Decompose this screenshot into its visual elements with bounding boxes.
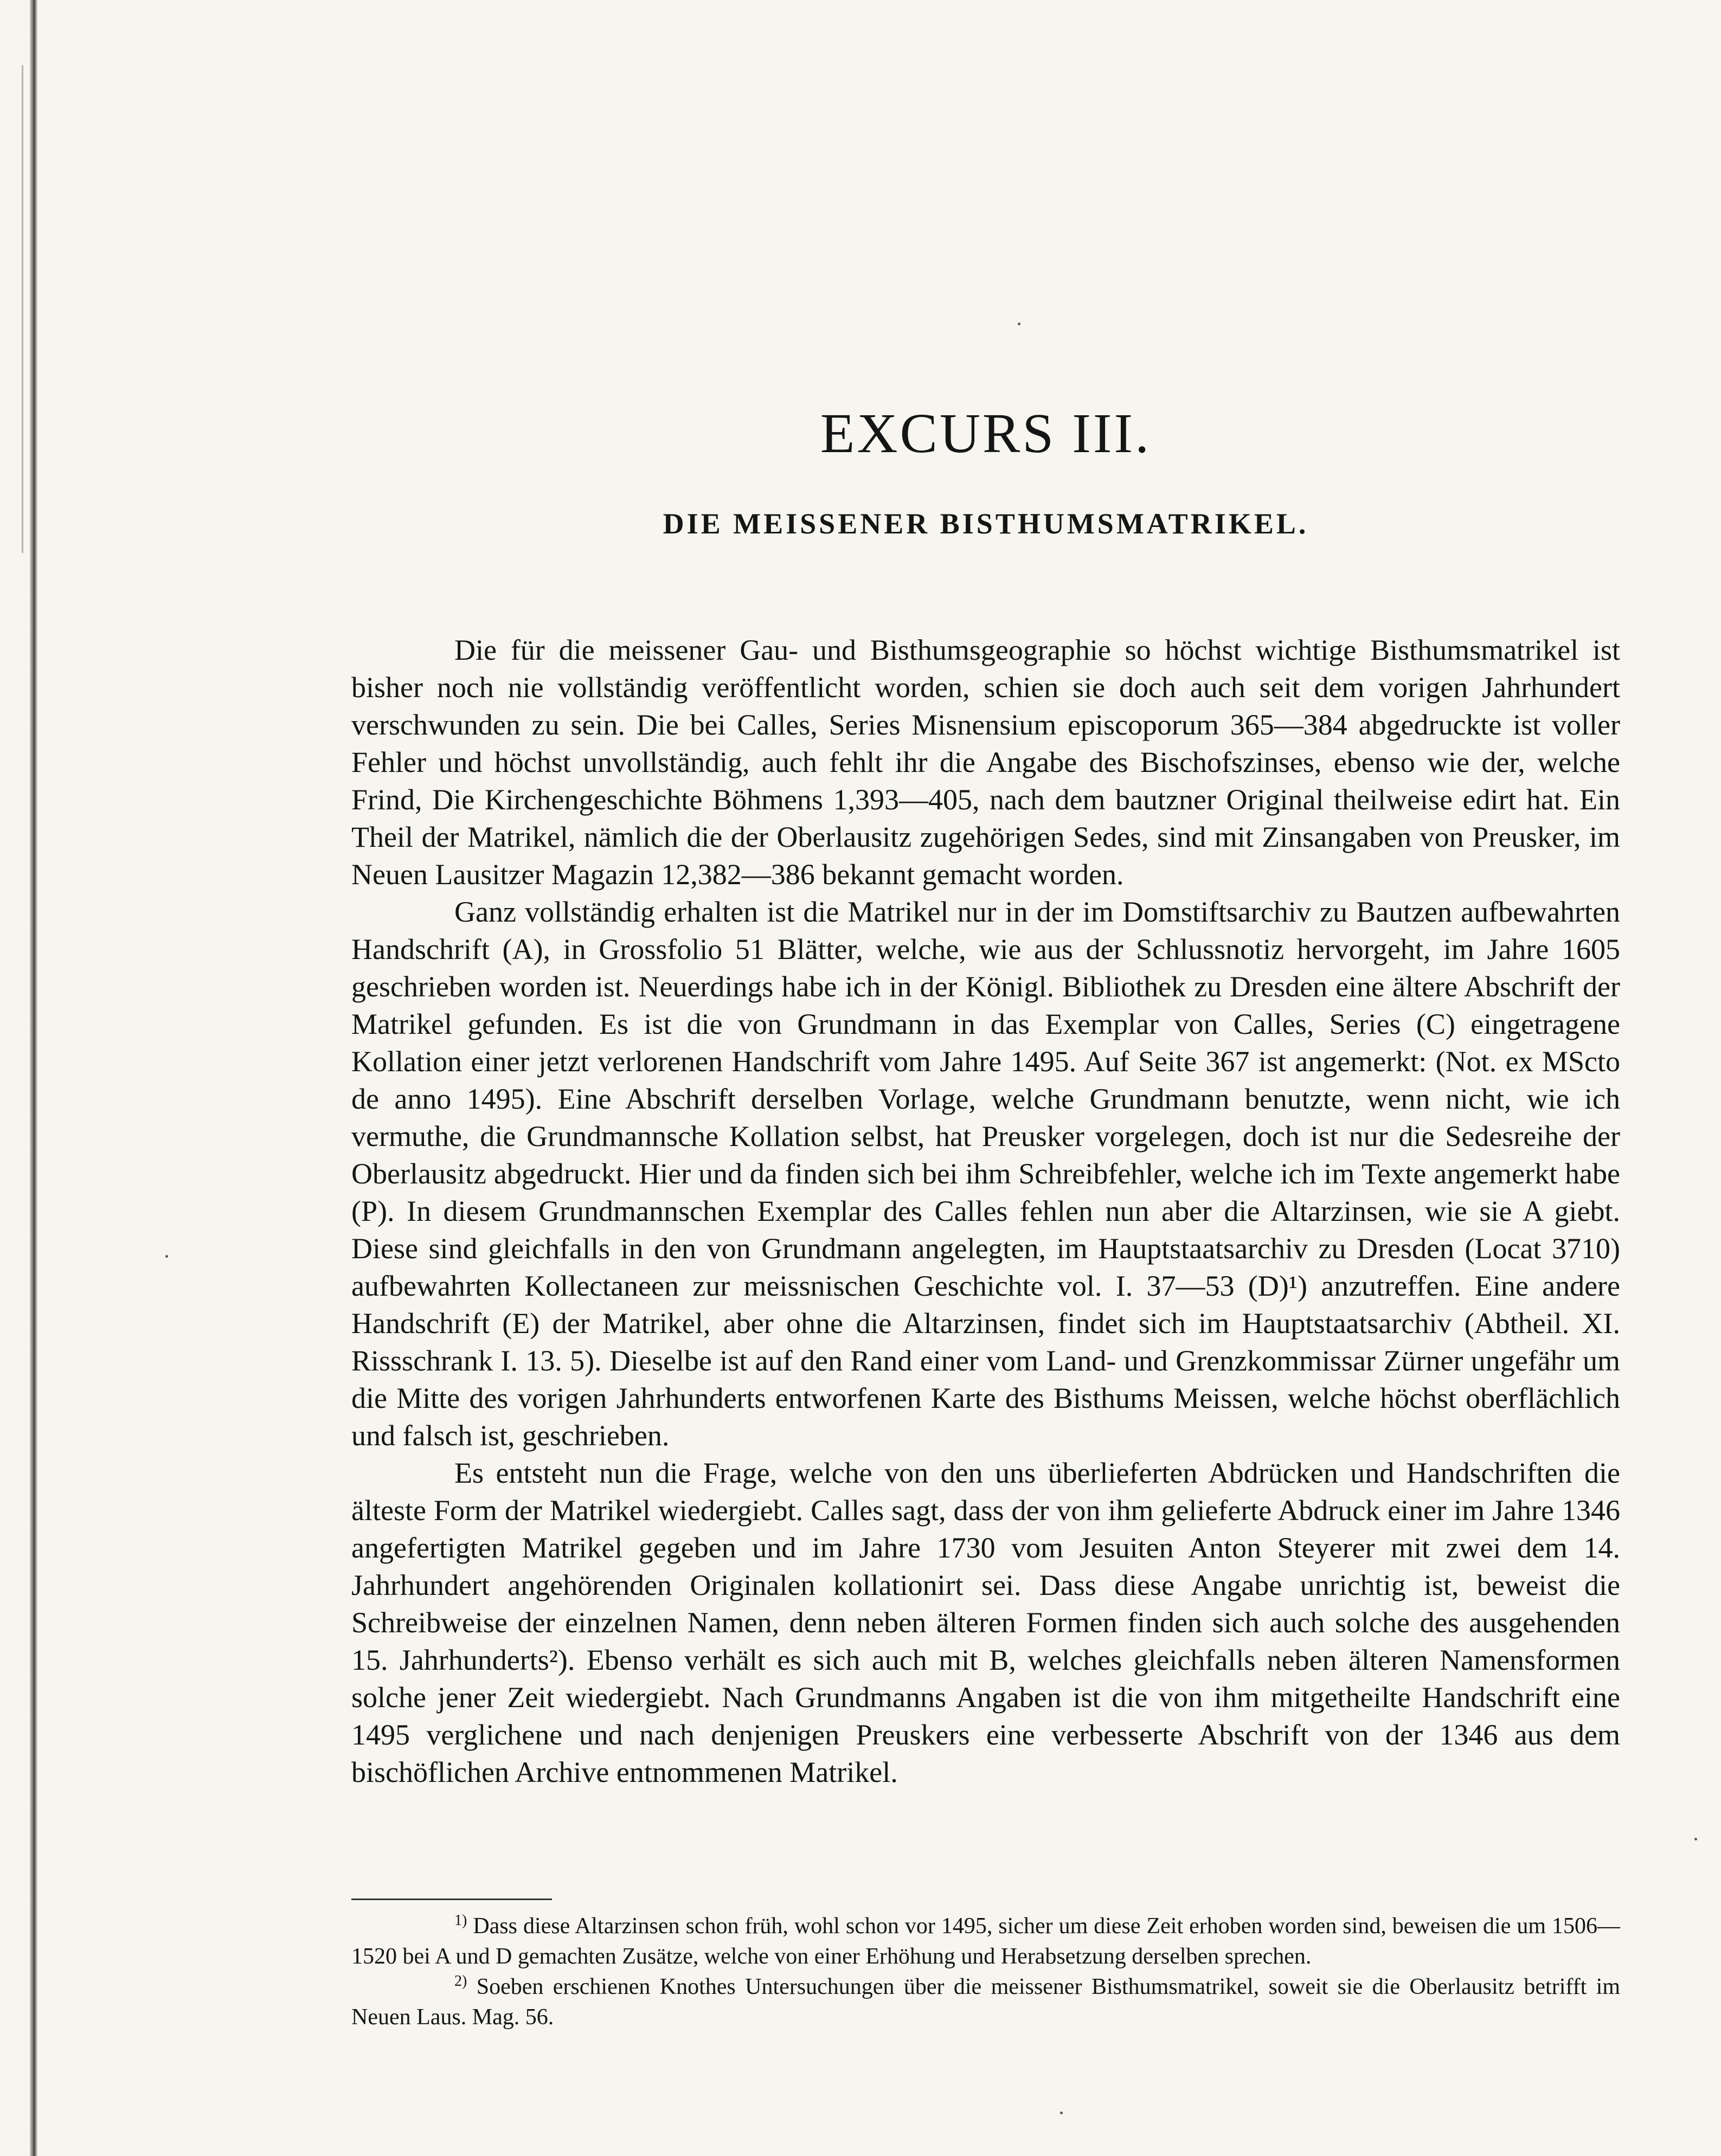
binding-shadow (30, 0, 37, 2156)
scan-speck (1018, 323, 1020, 325)
paragraph: Es entsteht nun die Frage, welche von den uns überlieferten Abdrücken und Handschriften die älteste Form der Matrikel wiedergiebt. Calles sagt, dass der von ihm gelieferte Abdruck einer im Jahre 1346 angefertigten Matrikel gegeben und im Jahre 1730 vom Jesuiten Anton Steyerer mit zwei dem 14. Jahrhundert angehörenden Originalen kollationirt sei. Dass diese Angabe unrichtig ist, beweist die Schreibweise der einzelnen Namen, denn neben älteren Formen finden sich auch solche des ausgehenden 15. Jahrhunderts²). Ebenso verhält es sich auch mit B, welches gleichfalls neben älteren Namensformen solche jener Zeit wiedergiebt. Nach Grundmanns Angaben ist die von ihm mitgetheilte Handschrift eine 1495 verglichene und nach denjenigen Preuskers eine verbesserte Abschrift von der 1346 aus dem bischöflichen Archive entnommenen Matrikel. (351, 1457, 1620, 1788)
footnotes (351, 1911, 1620, 2032)
paragraph: Ganz vollständig erhalten ist die Matrikel nur in der im Domstiftsarchiv zu Bautzen aufbewahrten Handschrift (A), in Grossfolio 51 Blätter, welche, wie aus der Schlussnotiz hervorgeht, im Jahre 1605 geschrieben worden ist. Neuerdings habe ich in der Königl. Bibliothek zu Dresden eine ältere Abschrift der Matrikel gefunden. Es ist die von Grundmann in das Exemplar von Calles, Series (C) eingetragene Kollation einer jetzt verlorenen Handschrift vom Jahre 1495. Auf Seite 367 ist angemerkt: (Not. ex MScto de anno 1495). Eine Abschrift derselben Vorlage, welche Grundmann benutzte, wenn nicht, wie ich vermuthe, die Grundmannsche Kollation selbst, hat Preusker vorgelegen, doch ist nur die Sedesreihe der Oberlausitz abgedruckt. Hier und da finden sich bei ihm Schreibfehler, welche ich im Texte angemerkt habe (P). In diesem Grundmannschen Exemplar des Calles fehlen nun aber die Altarzinsen, wie sie A giebt. Diese sind gleichfalls in den von Grundmann angelegten, im Hauptstaatsarchiv zu Dresden (Locat 3710) aufbewahrten Kollectaneen zur meissnischen Geschichte vol. I. 37—53 (D)¹) anzutreffen. Eine andere Handschrift (E) der Matrikel, aber ohne die Altarzinsen, findet sich im Hauptstaatsarchiv (Abtheil. XI. Rissschrank I. 13. 5). Dieselbe ist auf den Rand einer vom Land- und Grenzkommissar Zürner ungefähr um die Mitte des vorigen Jahrhunderts entworfenen Karte des Bisthums Meissen, welche höchst oberflächlich und falsch ist, geschrieben. (351, 896, 1620, 1452)
body-text (351, 632, 1620, 1791)
footnote-divider (351, 1898, 552, 1900)
paragraph: Die für die meissener Gau- und Bisthumsgeographie so höchst wichtige Bisthumsmatrikel ist bisher noch nie vollständig veröffentlicht worden, schien sie doch auch seit dem vorigen Jahrhundert verschwunden zu sein. Die bei Calles, Series Misnensium episcoporum 365—384 abgedruckte ist voller Fehler und höchst unvollständig, auch fehlt ihr die Angabe des Bischofszinses, ebenso wie der, welche Frind, Die Kirchengeschichte Böhmens 1,393—405, nach dem bautzner Original theilweise edirt hat. Ein Theil der Matrikel, nämlich die der Oberlausitz zugehörigen Sedes, sind mit Zinsangaben von Preusker, im Neuen Lausitzer Magazin 12,382—386 bekannt gemacht worden. (351, 634, 1620, 891)
binding-line (22, 65, 23, 553)
scan-speck (1060, 2112, 1063, 2114)
footnote (351, 1911, 1620, 1972)
chapter-title: EXCURS III. (820, 402, 1152, 465)
scan-speck (1694, 1838, 1697, 1840)
footnote-text: Dass diese Altarzinsen schon früh, wohl schon vor 1495, sicher um diese Zeit erhoben worden sind, beweisen die um 1506—1520 bei A und D gemachten Zusätze, welche von einer Erhöhung und Herabsetzung derselben sprechen. (351, 1914, 1620, 1969)
footnote-mark: 2) (454, 1973, 467, 1990)
footnote-text: Soeben erschienen Knothes Untersuchungen über die meissener Bisthumsmatrikel, soweit sie die Oberlausitz betrifft im Neuen Laus. Mag. 56. (351, 1974, 1621, 2030)
chapter-subtitle: DIE MEISSENER BISTHUMSMATRIKEL. (663, 507, 1309, 540)
footnote-mark: 1) (454, 1912, 467, 1929)
scan-speck (165, 1255, 168, 1258)
footnote (351, 1972, 1620, 2032)
